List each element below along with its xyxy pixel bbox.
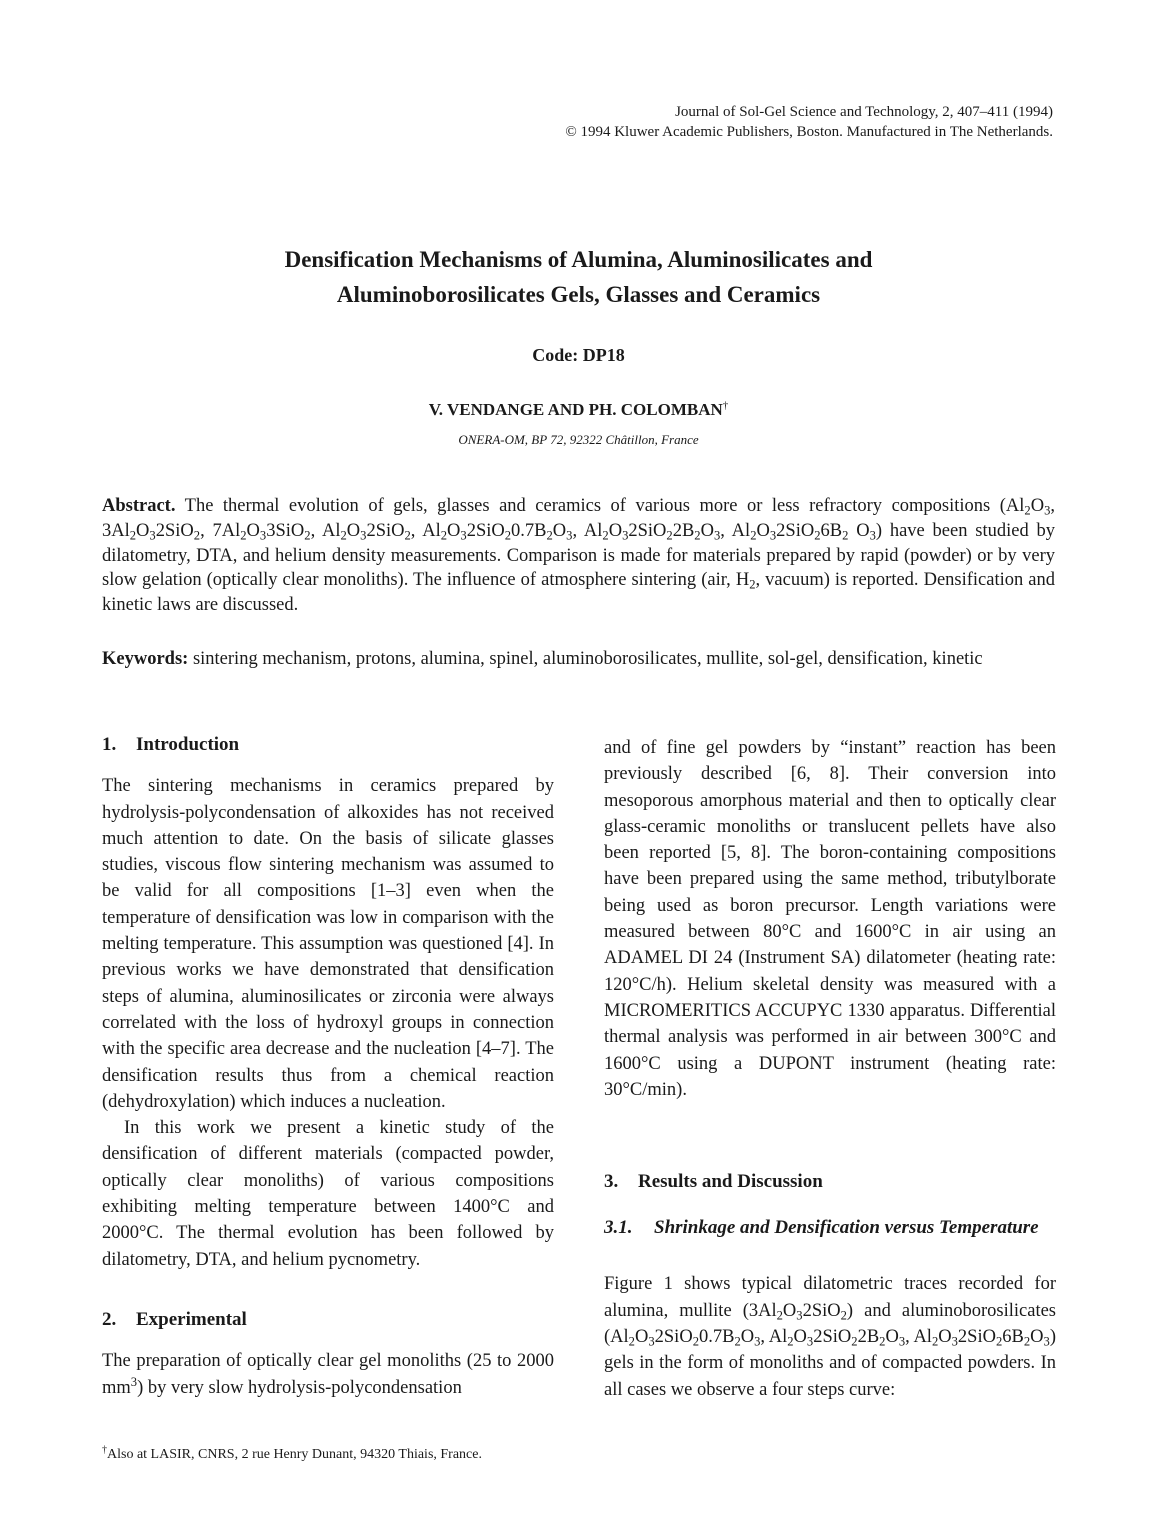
keywords-label: Keywords: [102,649,189,669]
section-title: Introduction [136,734,240,755]
footnote-text: Also at LASIR, CNRS, 2 rue Henry Dunant, 94320 Thiais, France. [107,1447,482,1462]
abstract-label: Abstract. [102,496,176,516]
intro-paragraph-2: In this work we present a kinetic study of the densification of different materials (compacted powder, optically clear monoliths) of various compositions exhibiting melting temperature between 1400°C and 2000°C. The thermal evolution has been followed by dilatometry, DTA, and helium pycnometry. [102,1118,554,1270]
section-title: Results and Discussion [638,1171,823,1193]
section-title: Experimental [136,1308,247,1330]
keywords-text: sintering mechanism, protons, alumina, spinel, aluminoborosilicates, mullite, sol-gel, densification, kinetic [188,649,983,669]
journal-header [565,102,1053,142]
section-heading-results [604,1169,1056,1195]
footnote-mark: † [102,1444,107,1456]
author-names: V. VENDANGE AND PH. COLOMBAN [428,400,723,419]
title-line-1: Densification Mechanisms of Alumina, Aluminosilicates and [284,247,873,272]
section-number: 3. [604,1171,619,1193]
journal-citation: Journal of Sol-Gel Science and Technology, 2, 407–411 (1994) [675,104,1053,120]
results-paragraph-1: Figure 1 shows typical dilatometric traces recorded for alumina, mullite $(3Al_2O_32SiO_2)$ and aluminoborosilicates ($Al_2O_32SiO_20.7B_2O_3$, $Al_2O_32SiO_22B_2O_3$, $Al_2O_32SiO_26B_2O_3$) gels in the form of monoliths and of compacted powders. In all cases we observe a four steps curve: [604,1274,1056,1400]
paper-title [0,242,1157,312]
experimental-paragraph-1: The preparation of optically clear gel monoliths (25 to 2000 $mm^3$) by very slow hydrolysis-polycondensation [102,1351,554,1398]
section-number: 2. [102,1308,117,1330]
paper-code: Code: DP18 [532,345,625,365]
title-line-2: Aluminoborosilicates Gels, Glasses and Ceramics [336,282,821,307]
left-column [102,732,554,1401]
affiliation: ONERA-OM, BP 72, 92322 Châtillon, France [458,432,699,447]
keywords [102,647,1055,672]
section-number: 1. [102,734,117,755]
authors [0,400,1157,420]
right-column [604,735,1056,1403]
section-heading-experimental [102,1307,554,1333]
subsection-title: Shrinkage and Densification versus Temperature [654,1217,1039,1239]
author-footnote-mark: † [722,399,729,412]
abstract-text: The thermal evolution of gels, glasses and ceramics of various more or less refractory compositions ($Al_2O_3$, $3Al_2O_32SiO_2$, $7Al_2O_33SiO_2$, $Al_2O_32SiO_2$, $Al_2O_32SiO_20.7B_2O_3$, $Al_2O_32SiO_22B_2O_3$, $Al_2O_32SiO_26B_2$ $O_3$) have been studied by dilatometry, DTA, and helium density measurements. Comparison is made for materials prepared by rapid (powder) or by very slow gelation (optically clear monoliths). The influence of atmosphere sintering (air, $H_2$, vacuum) is reported. Densification and kinetic laws are discussed. [102,496,1056,616]
experimental-paragraph-1-continued: and of fine gel powders by “instant” reaction has been previously described [6, 8]. Their conversion into mesoporous amorphous material and then to optically clear glass-ceramic monoliths or translucent pellets have also been reported [5, 8]. The boron-containing compositions have been prepared using the same method, tributylborate being used as boron precursor. Length variations were measured between 80°C and 1600°C in air using an ADAMEL DI 24 (Instrument SA) dilatometer (heating rate: 120°C/h). Helium skeletal density was measured with a MICROMERITICS ACCUPYC 1330 apparatus. Differential thermal analysis was performed in air between 300°C and 1600°C using a DUPONT instrument (heating rate: 30°C/min). [604,738,1056,1100]
intro-paragraph-1: The sintering mechanisms in ceramics prepared by hydrolysis-polycondensation of alkoxides has not received much attention to date. On the basis of silicate glasses studies, viscous flow sintering mechanism was assumed to be valid for all compositions [1–3] even when the temperature of densification was low in comparison with the melting temperature. This assumption was questioned [4]. In previous works we have demonstrated that densification steps of alumina, aluminosilicates or zirconia were always correlated with the loss of hydroxyl groups in connection with the specific area decrease and the nucleation [4–7]. The densification results thus from a chemical reaction (dehydroxylation) which induces a nucleation. [102,776,554,1112]
footnote [102,1444,562,1463]
copyright-line: © 1994 Kluwer Academic Publishers, Boston. Manufactured in The Netherlands. [565,124,1053,140]
subsection-number: 3.1. [604,1217,633,1239]
subsection-heading-3-1 [604,1215,1056,1241]
abstract [102,494,1055,618]
section-heading-introduction [102,732,554,758]
